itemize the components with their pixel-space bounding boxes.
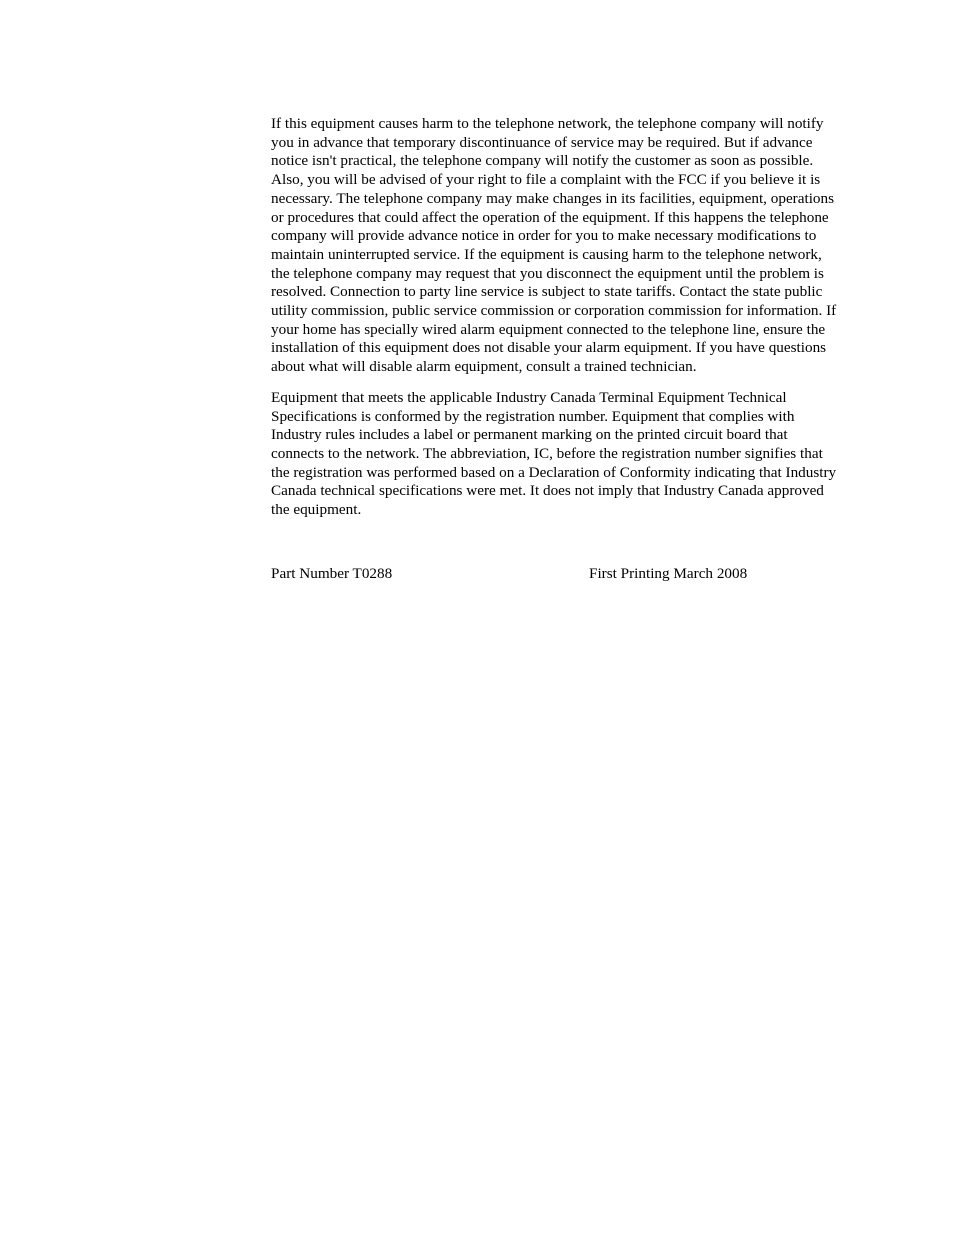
paragraph-line: the registration was performed based on a Declaration of Conformity indicating that Industry xyxy=(271,463,837,481)
paragraph-line: Also, you will be advised of your right to file a complaint with the FCC if you believe it is xyxy=(271,171,821,189)
paragraph-line: about what will disable alarm equipment, consult a trained technician. xyxy=(271,358,697,376)
paragraph-line: Specifications is conformed by the registration number. Equipment that complies with xyxy=(271,407,795,425)
paragraph-line: your home has specially wired alarm equipment connected to the telephone line, ensure the xyxy=(271,320,826,338)
paragraph-line: resolved. Connection to party line service is subject to state tariffs. Contact the state public xyxy=(271,283,823,301)
paragraph-line: the telephone company may request that you disconnect the equipment until the problem is xyxy=(271,264,824,282)
paragraph-line: utility commission, public service commission or corporation commission for information. If xyxy=(271,302,837,320)
fcc-notice-paragraph xyxy=(271,115,853,377)
paragraph-line: notice isn't practical, the telephone company will notify the customer as soon as possible. xyxy=(271,152,814,170)
paragraph-line: connects to the network. The abbreviation, IC, before the registration number signifies that xyxy=(271,444,823,462)
paragraph-line: Equipment that meets the applicable Industry Canada Terminal Equipment Technical xyxy=(271,388,787,406)
paragraph-line: Canada technical specifications were met. It does not imply that Industry Canada approved xyxy=(271,482,824,500)
part-number: Part Number T0288 xyxy=(271,565,393,582)
paragraph-line: you in advance that temporary discontinuance of service may be required. But if advance xyxy=(271,133,813,151)
paragraph-line: maintain uninterrupted service. If the equipment is causing harm to the telephone network, xyxy=(271,245,822,263)
industry-canada-paragraph xyxy=(271,389,853,520)
paragraph-line: necessary. The telephone company may make changes in its facilities, equipment, operations xyxy=(271,189,835,207)
printing-date: First Printing March 2008 xyxy=(589,565,748,582)
body-text xyxy=(271,115,853,532)
paragraph-line: installation of this equipment does not disable your alarm equipment. If you have questions xyxy=(271,339,827,357)
paragraph-line: If this equipment causes harm to the telephone network, the telephone company will notify xyxy=(271,115,824,132)
paragraph-line: company will provide advance notice in order for you to make necessary modifications to xyxy=(271,227,817,245)
document-footer xyxy=(271,564,853,584)
paragraph-line: the equipment. xyxy=(271,501,362,519)
paragraph-line: Industry rules includes a label or permanent marking on the printed circuit board that xyxy=(271,426,788,444)
paragraph-line: or procedures that could affect the operation of the equipment. If this happens the telephone xyxy=(271,208,829,226)
